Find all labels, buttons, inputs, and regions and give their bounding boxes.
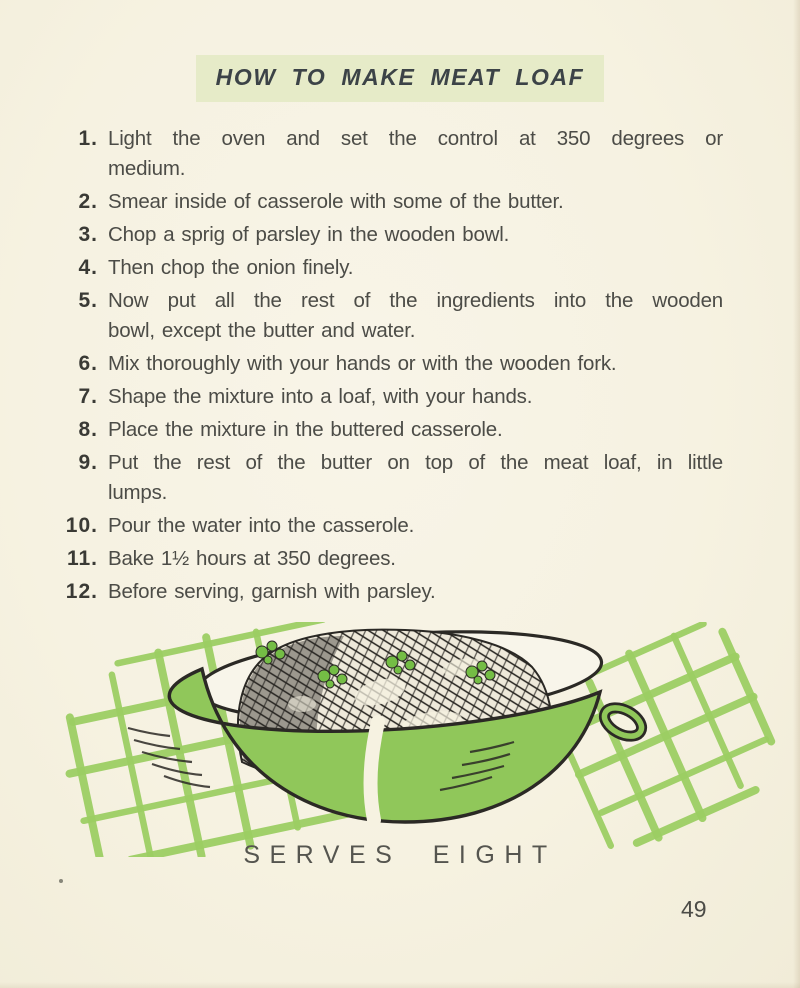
step-item	[58, 511, 723, 541]
step-line: Put the rest of the butter on top of the meat loaf, in little	[108, 451, 723, 474]
step-text	[108, 511, 723, 541]
step-item	[58, 544, 723, 574]
step-text	[108, 286, 723, 346]
step-text	[108, 349, 723, 379]
page-title: HOW TO MAKE MEAT LOAF	[196, 55, 605, 102]
meat-loaf-illustration	[0, 622, 800, 857]
step-number: 8.	[78, 418, 98, 441]
step-item	[58, 253, 723, 283]
step-text	[108, 124, 723, 184]
serves-caption: SERVES EIGHT	[243, 841, 557, 869]
step-text	[108, 253, 723, 283]
step-line: Smear inside of casserole with some of the butter.	[108, 190, 564, 213]
step-item	[58, 415, 723, 445]
step-item	[58, 382, 723, 412]
step-text	[108, 544, 723, 574]
step-line: Mix thoroughly with your hands or with the wooden fork.	[108, 352, 617, 375]
step-line: Place the mixture in the buttered casserole.	[108, 418, 503, 441]
step-line: lumps.	[108, 481, 168, 504]
page-number: 49	[681, 896, 707, 922]
step-line: Light the oven and set the control at 350 degrees or	[108, 127, 723, 150]
step-number: 9.	[78, 451, 98, 474]
step-number: 12.	[65, 580, 98, 603]
step-number: 6.	[78, 352, 98, 375]
step-number: 3.	[78, 223, 98, 246]
step-number: 1.	[78, 127, 98, 150]
step-item	[58, 220, 723, 250]
step-line: Shape the mixture into a loaf, with your hands.	[108, 385, 533, 408]
step-text	[108, 415, 723, 445]
title-row	[0, 55, 800, 102]
step-number: 4.	[78, 256, 98, 279]
scan-edge-bottom	[0, 982, 800, 988]
step-line: Pour the water into the casserole.	[108, 514, 415, 537]
step-item	[58, 187, 723, 217]
step-item	[58, 286, 723, 346]
step-number: 5.	[78, 289, 98, 312]
step-text	[108, 577, 723, 607]
step-number: 11.	[66, 547, 98, 570]
step-text	[108, 187, 723, 217]
step-line: bowl, except the butter and water.	[108, 319, 416, 342]
step-item	[58, 124, 723, 184]
casserole-handle-right	[600, 702, 647, 742]
step-text	[108, 448, 723, 508]
step-line: Now put all the rest of the ingredients into the wooden	[108, 289, 723, 312]
step-item	[58, 448, 723, 508]
step-number: 7.	[78, 385, 98, 408]
step-number: 10.	[65, 514, 98, 537]
step-line: Then chop the onion finely.	[108, 256, 354, 279]
steps-list	[58, 124, 723, 610]
step-text	[108, 220, 723, 250]
scan-edge-right	[793, 0, 800, 988]
step-item	[58, 349, 723, 379]
step-number: 2.	[78, 190, 98, 213]
step-line: Bake 1½ hours at 350 degrees.	[108, 547, 396, 570]
step-text	[108, 382, 723, 412]
step-item	[58, 577, 723, 607]
paper-speck	[59, 879, 63, 883]
step-line: Chop a sprig of parsley in the wooden bowl.	[108, 223, 510, 246]
step-line: Before serving, garnish with parsley.	[108, 580, 436, 603]
step-line: medium.	[108, 157, 186, 180]
